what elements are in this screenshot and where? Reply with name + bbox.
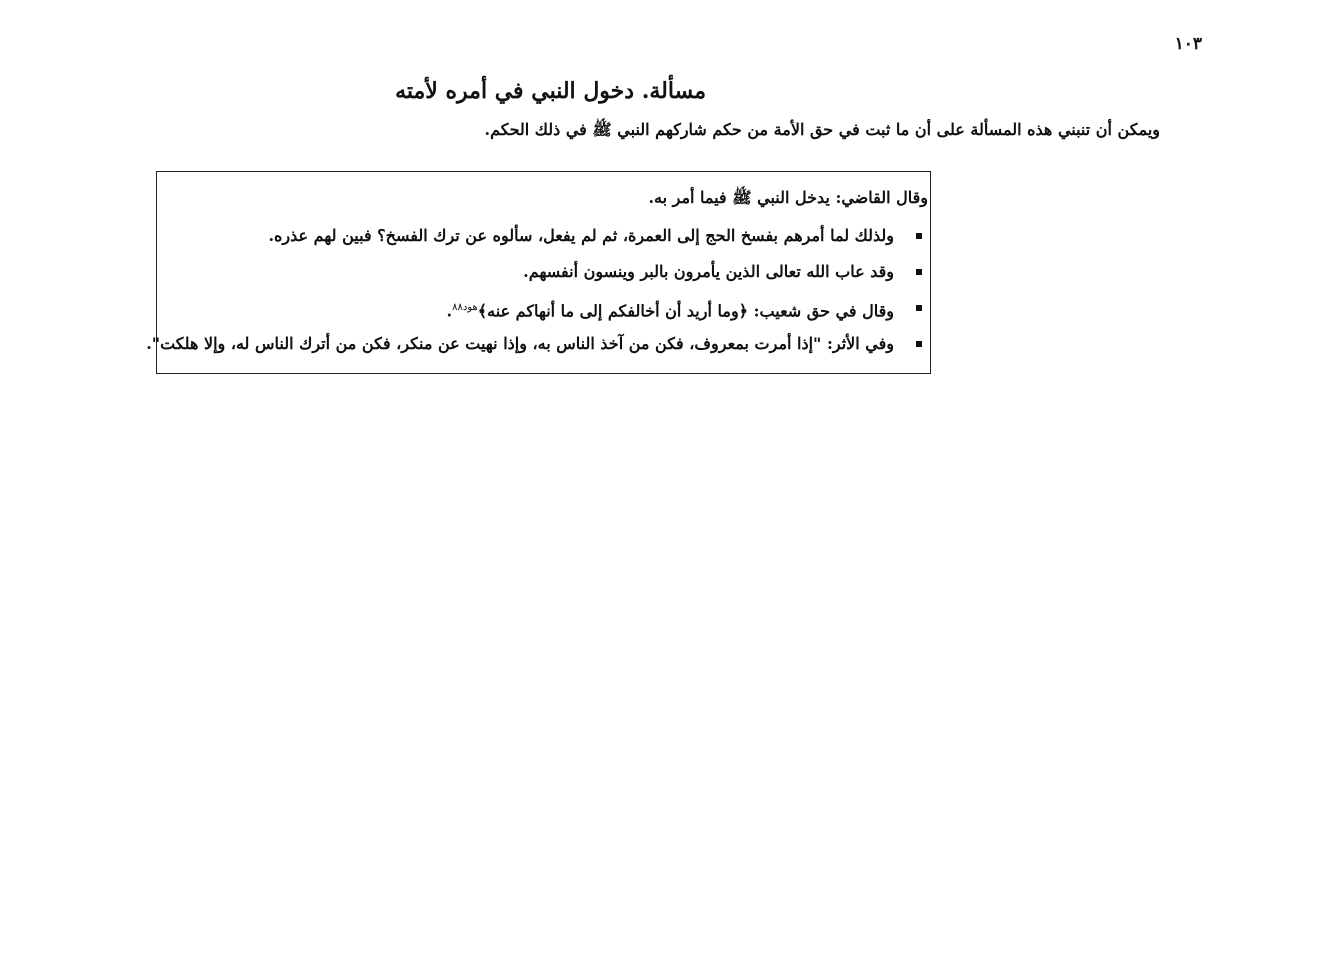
- list-item-text: وفي الأثر: "إذا أمرت بمعروف، فكن من آخذ الناس به، وإذا نهيت عن منكر، فكن من أترك الناس له، وإلا هلكت".: [146, 334, 894, 353]
- list-item: [166, 260, 926, 296]
- list-item-text: ولذلك لما أمرهم بفسخ الحج إلى العمرة، ثم لم يفعل، سألوه عن ترك الفسخ؟ فبين لهم عذره.: [268, 226, 894, 245]
- list-item-text: وقال في حق شعيب: ﴿وما أريد أن أخالفكم إلى ما أنهاكم عنه﴾: [477, 301, 894, 321]
- section-heading: مسألة. دخول النبي في أمره لأمته: [395, 78, 706, 104]
- square-bullet-icon: [916, 233, 922, 239]
- square-bullet-icon: [916, 269, 922, 275]
- list-item-text: وقد عاب الله تعالى الذين يأمرون بالبر وينسون أنفسهم.: [523, 262, 894, 281]
- square-bullet-icon: [916, 341, 922, 347]
- square-bullet-icon: [916, 305, 922, 311]
- list-item: [166, 224, 926, 260]
- bullet-list: [146, 224, 926, 368]
- list-item: [146, 332, 926, 368]
- list-item-tail: .: [446, 301, 453, 321]
- page-number: ١٠٣: [1174, 34, 1202, 54]
- quote-box: [146, 171, 931, 374]
- list-item: [166, 296, 926, 332]
- verse-reference: هود٨٨: [452, 302, 478, 313]
- intro-paragraph: ويمكن أن تنبني هذه المسألة على أن ما ثبت في حق الأمة من حكم شاركهم النبي ﷺ في ذلك الحكم.: [484, 120, 1160, 139]
- box-lead-text: وقال القاضي: يدخل النبي ﷺ فيما أمر به.: [648, 188, 928, 207]
